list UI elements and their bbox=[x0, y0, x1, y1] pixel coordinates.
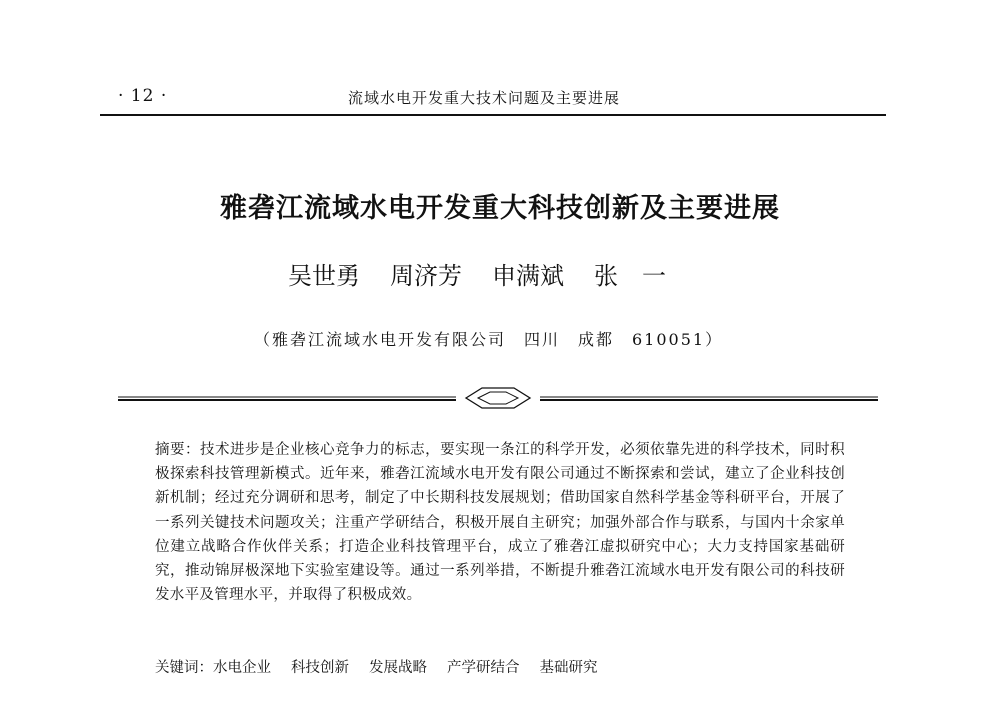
author: 周济芳 bbox=[390, 262, 462, 290]
keyword: 产学研结合 bbox=[447, 660, 520, 676]
running-title: 流域水电开发重大技术问题及主要进展 bbox=[348, 89, 621, 107]
keyword: 基础研究 bbox=[539, 660, 598, 676]
article-title: 雅砻江流域水电开发重大科技创新及主要进展 bbox=[220, 193, 780, 224]
header-rule bbox=[100, 114, 886, 116]
author: 张 一 bbox=[594, 262, 666, 290]
keyword: 科技创新 bbox=[291, 660, 349, 676]
author-list bbox=[288, 256, 718, 291]
keyword: 水电企业 bbox=[213, 660, 271, 676]
keyword: 发展战略 bbox=[369, 660, 427, 676]
ornamental-divider bbox=[118, 386, 878, 410]
author: 申满斌 bbox=[492, 262, 564, 290]
abstract-label: 摘要： bbox=[155, 442, 201, 458]
abstract-text: 技术进步是企业核心竞争力的标志，要实现一条江的科学开发，必须依靠先进的科学技术，同时积极探索科技管理新模式。近年来，雅砻江流域水电开发有限公司通过不断探索和尝试，建立了企业科技创新机制；经过充分调研和思考，制定了中长期科技发展规划；借助国家自然科学基金等科研平台，开展了一系列关键技术问题攻关；注重产学研结合，积极开展自主研究；加强外部合作与联系，与国内十余家单位建立战略合作伙伴关系；打造企业科技管理平台，成立了雅砻江虚拟研究中心；大力支持国家基础研究，推动锦屏极深地下实验室建设等。通过一系列举措，不断提升雅砻江流域水电开发有限公司的科技研发水平及管理水平，并取得了积极成效。 bbox=[155, 442, 845, 604]
abstract bbox=[155, 438, 845, 607]
affiliation: （雅砻江流域水电开发有限公司 四川 成都 610051） bbox=[254, 330, 724, 349]
keywords bbox=[155, 656, 845, 677]
page-number: · 12 · bbox=[118, 86, 168, 106]
keywords-label: 关键词： bbox=[155, 660, 213, 676]
author: 吴世勇 bbox=[288, 262, 360, 290]
